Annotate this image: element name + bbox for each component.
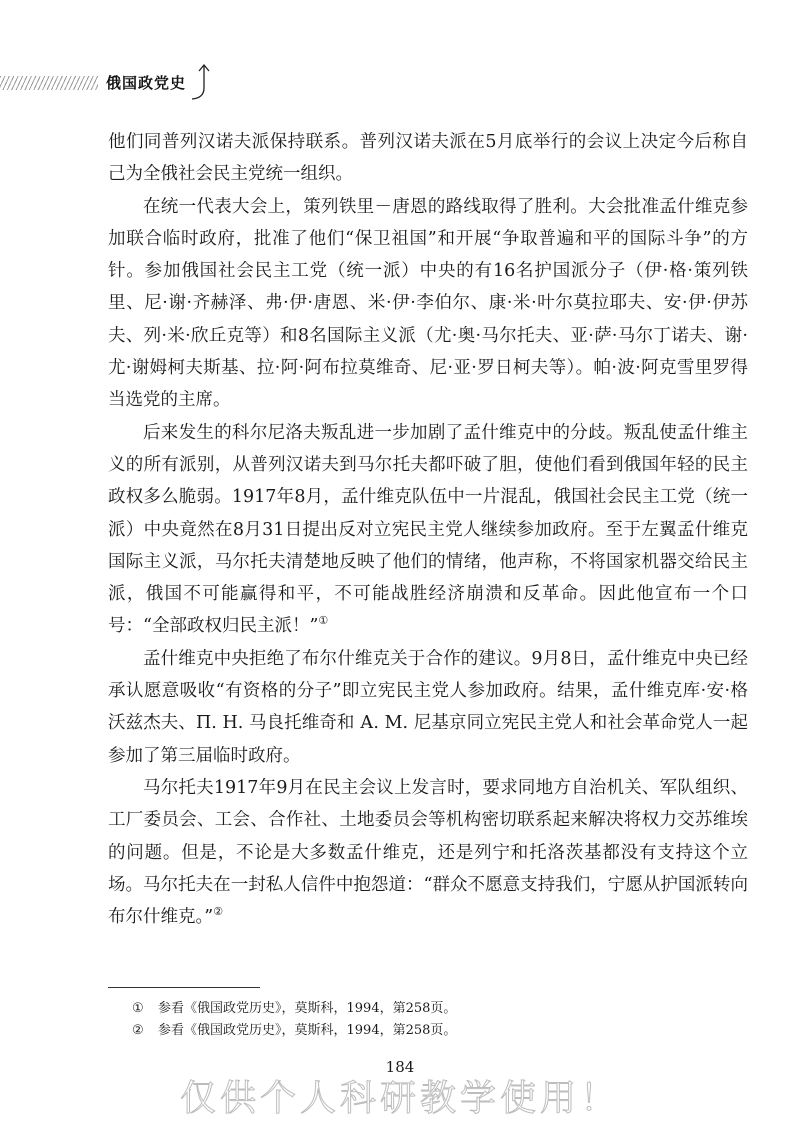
paragraph-5-text: 马尔托夫1917年9月在民主会议上发言时，要求同地方自治机关、军队组织、工厂委员会、工会、合作社、土地委员会等机构密切联系起来解决将权力交苏维埃的问题。但是，不论是大多数孟什维克，还是列宁和托洛茨基都没有支持这个立场。马尔托夫在一封私人信件中抱怨道：“群众不愿意支持我们，宁愿从护国派转向布尔什维克。” [108, 777, 748, 928]
footnote-1-text: 参看《俄国政党历史》，莫斯科，1994，第258页。 [158, 1001, 457, 1016]
page-number: 184 [385, 1058, 415, 1076]
footnote-2-marker: ② [132, 1023, 144, 1038]
paragraph-2: 在统一代表大会上，策列铁里－唐恩的路线取得了胜利。大会批准孟什维克参加联合临时政府，批准了他们“保卫祖国”和开展“争取普遍和平的国际斗争”的方针。参加俄国社会民主工党（统一派）中央的有16名护国派分子（伊·格·策列铁里、尼·谢·齐赫泽、弗·伊·唐恩、米·伊·李伯尔、康·米·叶尔莫拉耶夫、安·伊·伊苏夫、列·米·欣丘克等）和8名国际主义派（尤·奥·马尔托夫、亚·萨·马尔丁诺夫、谢·尤·谢姆柯夫斯基、拉·阿·阿布拉莫维奇、尼·亚·罗日柯夫等）。帕·波·阿克雪里罗得当选党的主席。 [108, 196, 748, 411]
paragraph-3-text: 后来发生的科尔尼洛夫叛乱进一步加剧了孟什维克中的分歧。叛乱使孟什维主义的所有派别，从普列汉诺夫到马尔托夫都吓破了胆，使他们看到俄国年轻的民主政权多么脆弱。1917年8月，孟什维克队伍中一片混乱，俄国社会民主工党（统一派）中央竟然在8月31日提出反对立宪民主党人继续参加政府。至于左翼孟什维克国际主义派，马尔托夫清楚地反映了他们的情绪，他声称，不将国家机器交给民主派，俄国不可能赢得和平，不可能战胜经济崩溃和反革命。因此他宣布一个口号：“全部政权归民主派！” [108, 422, 748, 637]
paragraph-3 [108, 417, 748, 643]
running-header [0, 62, 800, 104]
paragraph-4: 孟什维克中央拒绝了布尔什维克关于合作的建议。9月8日，孟什维克中央已经承认愿意吸收“有资格的分子”即立宪民主党人参加政府。结果，孟什维克库·安·格沃兹杰夫、П. Н. 马良托维奇和 А. М. 尼基京同立宪民主党人和社会革命党人一起参加了第三届临时政府。 [108, 648, 748, 766]
footnote-ref-2[interactable]: ② [213, 905, 224, 919]
header-title: 俄国政党史 [106, 74, 187, 92]
footnote-1-marker: ① [132, 1001, 144, 1016]
footnote-ref-1[interactable]: ① [318, 614, 329, 628]
body-text [108, 126, 748, 933]
paragraph-5 [108, 772, 748, 933]
footnote-divider [108, 987, 260, 988]
footnote-1 [132, 998, 456, 1020]
footnote-2 [132, 1020, 456, 1042]
paragraph-1: 他们同普列汉诺夫派保持联系。普列汉诺夫派在5月底举行的会议上决定今后称自己为全俄社会民主党统一组织。 [108, 132, 748, 185]
header-hatch-decoration [0, 76, 98, 90]
footnote-2-text: 参看《俄国政党历史》，莫斯科，1994，第258页。 [158, 1023, 457, 1038]
watermark: 仅供个人科研教学使用！ [179, 1078, 620, 1119]
header-bracket-arrow-icon [186, 62, 216, 104]
footnotes [132, 998, 456, 1042]
